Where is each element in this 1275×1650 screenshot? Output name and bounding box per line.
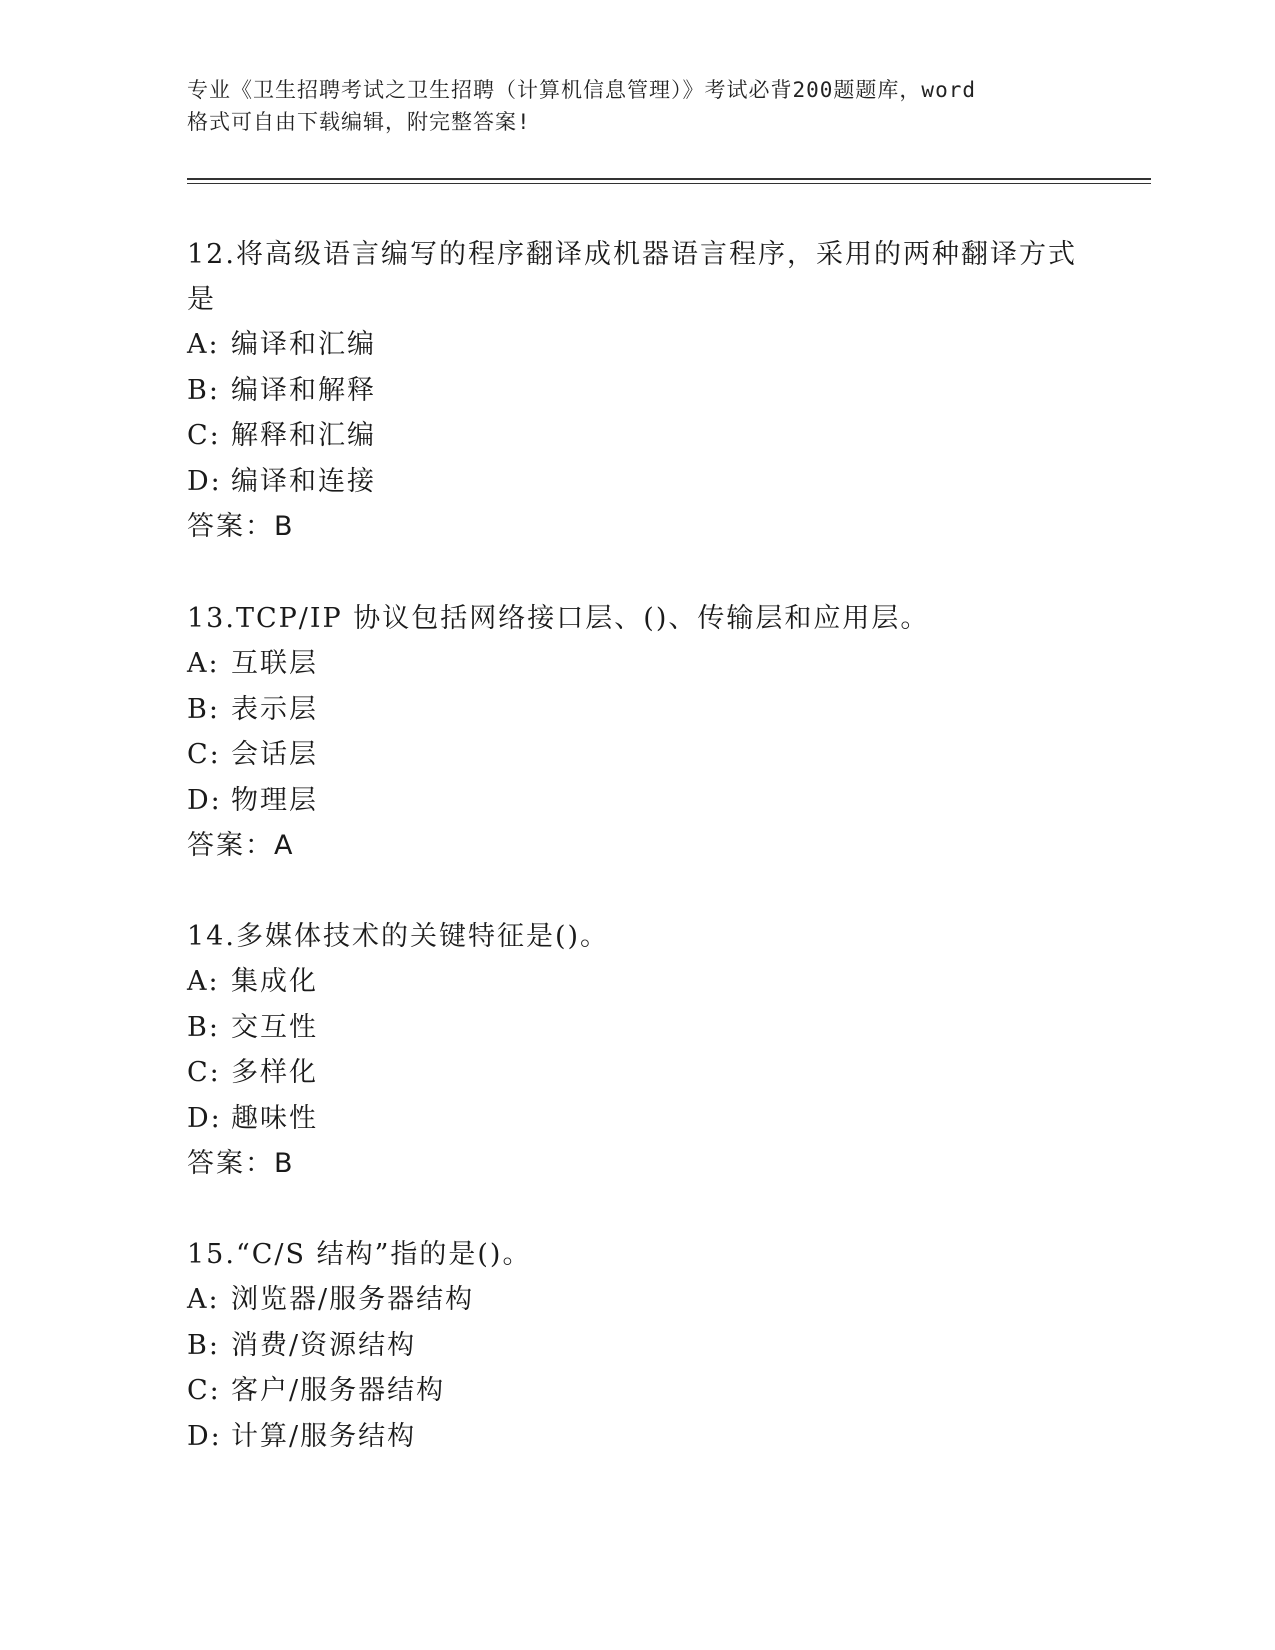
option-text: 解释和汇编	[231, 420, 376, 451]
option-text: 计算/服务结构	[231, 1420, 417, 1452]
option-a	[187, 1277, 1087, 1323]
option-key: B:	[187, 1329, 220, 1361]
option-b	[187, 1005, 1087, 1051]
option-key: B:	[187, 374, 220, 406]
option-text: 多样化	[231, 1057, 318, 1088]
intro-line-2: 格式可自由下载编辑，附完整答案!	[187, 110, 531, 134]
option-key: A:	[187, 329, 220, 360]
option-key: C:	[187, 420, 221, 451]
option-text: 编译和汇编	[231, 329, 376, 360]
option-text: 消费/资源结构	[231, 1329, 417, 1361]
option-key: C:	[187, 739, 221, 770]
option-key: D:	[187, 784, 222, 816]
header-divider-bottom	[187, 183, 1151, 184]
option-b	[187, 1323, 1087, 1369]
option-key: A:	[187, 1284, 220, 1315]
option-key: B:	[187, 693, 220, 725]
document-intro	[187, 74, 1087, 138]
option-key: D:	[187, 1102, 222, 1134]
option-a	[187, 641, 1087, 687]
option-c	[187, 1050, 1087, 1096]
option-text: 会话层	[231, 739, 318, 770]
option-key: D:	[187, 1420, 222, 1452]
option-d	[187, 1096, 1087, 1142]
option-text: 交互性	[231, 1011, 318, 1043]
option-text: 物理层	[231, 784, 318, 816]
question-stem: 13.TCP/IP 协议包括网络接口层、()、传输层和应用层。	[187, 603, 930, 634]
option-key: C:	[187, 1057, 221, 1088]
option-d	[187, 1414, 1087, 1460]
option-b	[187, 368, 1087, 414]
option-text: 集成化	[231, 966, 318, 997]
option-key: C:	[187, 1375, 221, 1406]
option-c	[187, 1368, 1087, 1414]
option-c	[187, 732, 1087, 778]
option-key: A:	[187, 648, 220, 679]
question-stem: 12.将高级语言编写的程序翻译成机器语言程序，采用的两种翻译方式	[187, 239, 1077, 270]
option-text: 编译和解释	[231, 374, 376, 406]
option-c	[187, 413, 1087, 459]
option-key: A:	[187, 966, 220, 997]
header-divider-top	[187, 178, 1151, 180]
question-13	[187, 596, 1087, 868]
option-text: 编译和连接	[231, 465, 376, 497]
option-text: 趣味性	[231, 1102, 318, 1134]
question-14	[187, 914, 1087, 1186]
question-12	[187, 232, 1087, 549]
option-d	[187, 459, 1087, 505]
option-d	[187, 778, 1087, 824]
option-a	[187, 322, 1087, 368]
answer: 答案：A	[187, 830, 295, 861]
question-stem-continued: 是	[187, 284, 216, 315]
option-key: B:	[187, 1011, 220, 1043]
answer: 答案：B	[187, 511, 295, 542]
option-text: 互联层	[231, 648, 318, 679]
option-text: 客户/服务器结构	[231, 1375, 446, 1406]
option-a	[187, 959, 1087, 1005]
answer: 答案：B	[187, 1148, 295, 1179]
option-text: 表示层	[231, 693, 318, 725]
question-stem: 14.多媒体技术的关键特征是()。	[187, 921, 610, 952]
option-b	[187, 687, 1087, 733]
option-key: D:	[187, 465, 222, 497]
option-text: 浏览器/服务器结构	[231, 1284, 475, 1315]
question-15	[187, 1232, 1087, 1459]
intro-line-1: 专业《卫生招聘考试之卫生招聘（计算机信息管理）》考试必背200题题库，word	[187, 78, 976, 102]
question-stem: 15.“C/S 结构”指的是()。	[187, 1239, 532, 1270]
